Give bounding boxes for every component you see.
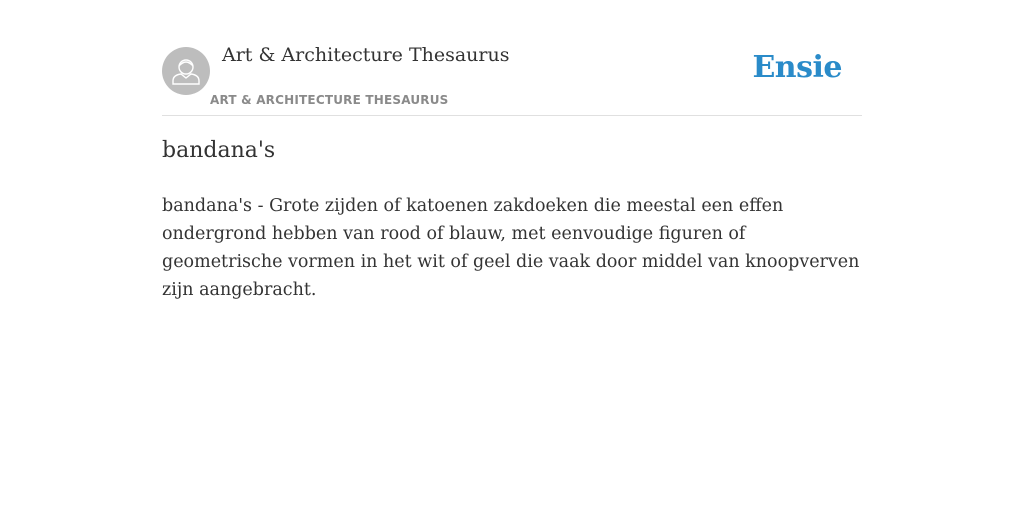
source-subtitle[interactable]: ART & ARCHITECTURE THESAURUS xyxy=(210,93,449,107)
term-definition: bandana's - Grote zijden of katoenen zakdoeken die meestal een effen ondergrond hebben van rood of blauw, met eenvoudige figuren of geometrische vormen in het wit of geel die vaak door middel van knoopverven zijn aangebracht. xyxy=(162,196,860,300)
source-title[interactable]: Art & Architecture Thesaurus xyxy=(222,44,510,66)
avatar[interactable] xyxy=(162,47,210,95)
entry-card xyxy=(162,0,862,512)
term-title: bandana's xyxy=(162,138,276,163)
entry-header xyxy=(162,0,862,116)
ensie-logo[interactable]: Ensie xyxy=(752,50,842,85)
